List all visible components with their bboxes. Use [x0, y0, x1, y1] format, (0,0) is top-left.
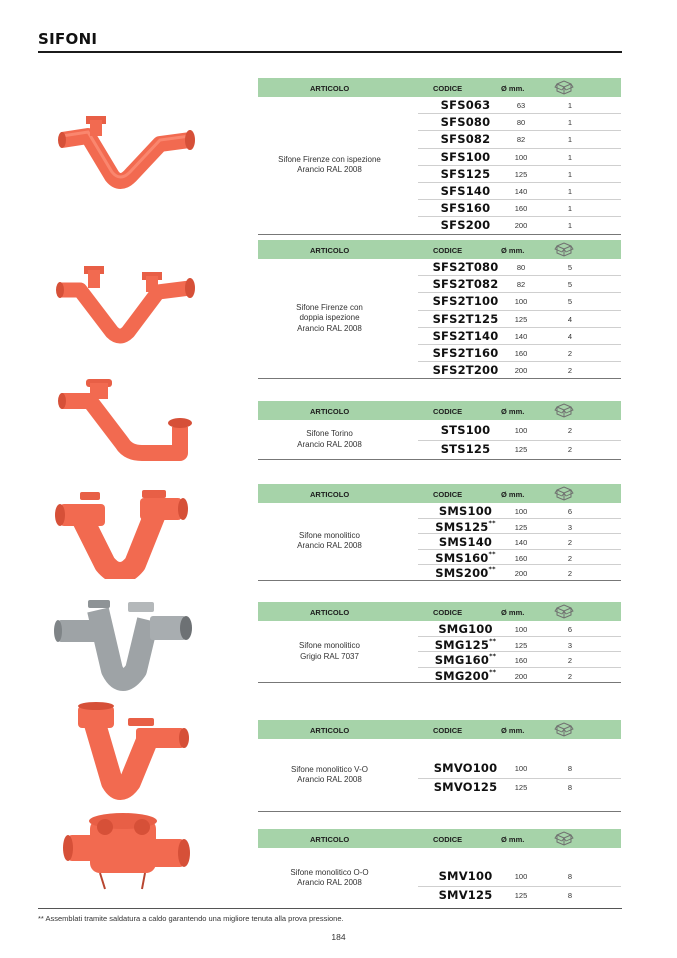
product-table-1 [258, 78, 621, 235]
table-body [258, 259, 621, 379]
table-row [418, 887, 621, 905]
table-row [418, 621, 621, 637]
description-line: Sifone Firenze con [296, 302, 363, 312]
table-row [418, 441, 621, 459]
header-codice: CODICE [433, 407, 463, 416]
header-articolo: ARTICOLO [310, 84, 350, 93]
page-number: 184 [331, 932, 346, 942]
product-code: SMVO125 [433, 780, 498, 794]
table-row [418, 779, 621, 797]
product-code: SFS100 [440, 149, 491, 164]
product-description [258, 420, 401, 459]
table-header [258, 78, 621, 97]
diameter-value: 80 [516, 263, 526, 272]
table-row [418, 345, 621, 362]
diameter-value: 160 [514, 348, 528, 358]
diameter-value: 200 [514, 366, 528, 376]
table-row [418, 259, 621, 276]
product-table-4 [258, 484, 621, 581]
diameter-value: 125 [514, 783, 528, 792]
quantity-value: 1 [567, 169, 573, 179]
product-description [258, 259, 401, 378]
quantity-value: 2 [567, 656, 573, 665]
header-diametro: Ø mm. [501, 407, 525, 416]
product-code: STS125 [440, 442, 491, 456]
description-line: Sifone monolitico [299, 530, 360, 540]
quantity-value: 8 [567, 764, 573, 773]
quantity-value: 1 [567, 135, 573, 145]
description-line: Sifone monolitico O-O [290, 867, 369, 877]
quantity-value: 2 [567, 569, 573, 578]
header-articolo: ARTICOLO [310, 490, 350, 499]
header-articolo: ARTICOLO [310, 407, 350, 416]
product-code: SFS2T140 [432, 328, 499, 343]
quantity-value: 2 [567, 445, 573, 454]
diameter-value: 125 [514, 169, 528, 179]
table-body [258, 420, 621, 460]
table-row [418, 760, 621, 779]
product-code: SMV125 [438, 888, 493, 902]
header-articolo: ARTICOLO [310, 246, 350, 255]
table-row [418, 503, 621, 519]
quantity-value: 1 [567, 101, 573, 110]
quantity-value: 1 [567, 221, 573, 231]
diameter-value: 100 [514, 764, 528, 773]
description-line: Arancio RAL 2008 [297, 878, 362, 887]
table-header [258, 829, 621, 848]
box-icon [554, 603, 574, 621]
table-row [418, 311, 621, 328]
table-row [418, 293, 621, 310]
diameter-value: 160 [514, 656, 528, 665]
footer-divider [38, 908, 622, 909]
product-description [258, 621, 401, 682]
product-code: SMG200** [434, 667, 497, 683]
diameter-value: 80 [516, 118, 526, 128]
quantity-value: 8 [567, 872, 573, 881]
product-code: SMS140 [438, 535, 493, 549]
table-header [258, 240, 621, 259]
quantity-value: 2 [567, 426, 573, 435]
table-row [418, 565, 621, 580]
diameter-value: 100 [514, 152, 528, 162]
header-articolo: ARTICOLO [310, 726, 350, 735]
quantity-value: 1 [567, 118, 573, 128]
product-table-5 [258, 602, 621, 683]
description-line: Sifone monolitico [299, 641, 360, 650]
header-diametro: Ø mm. [501, 84, 525, 93]
box-icon [554, 830, 574, 848]
box-icon [554, 721, 574, 739]
header-articolo: ARTICOLO [310, 608, 350, 617]
product-description [258, 503, 401, 580]
box-icon [554, 241, 574, 259]
orange-siphon-image [50, 106, 200, 196]
diameter-value: 200 [514, 221, 528, 231]
table-row [418, 362, 621, 378]
product-code: SFS063 [440, 98, 491, 112]
product-code: SFS2T100 [432, 294, 499, 309]
product-table-7 [258, 829, 621, 909]
table-body [258, 503, 621, 581]
diameter-value: 100 [514, 297, 528, 307]
description-line: Sifone Torino [306, 429, 353, 438]
grey-siphon-monolithic-image [50, 598, 200, 693]
quantity-value: 4 [567, 314, 573, 324]
product-code: SFS125 [440, 166, 491, 181]
table-header [258, 401, 621, 420]
table-row [418, 276, 621, 293]
diameter-value: 100 [514, 426, 528, 435]
quantity-value: 6 [567, 625, 573, 634]
table-row [418, 652, 621, 668]
table-row [418, 534, 621, 550]
orange-siphon-torino-image [50, 373, 200, 468]
box-icon [554, 485, 574, 503]
diameter-value: 200 [514, 671, 528, 681]
header-codice: CODICE [433, 246, 463, 255]
quantity-value: 8 [567, 891, 573, 900]
table-row [418, 637, 621, 653]
product-code: SFS082 [440, 132, 491, 147]
quantity-value: 2 [567, 553, 573, 563]
diameter-value: 140 [514, 331, 528, 341]
description-line: Grigio RAL 7037 [300, 651, 359, 661]
header-diametro: Ø mm. [501, 490, 525, 499]
footnote: ** Assemblati tramite saldatura a caldo garantendo una migliore tenuta alla prova pressione. [38, 914, 344, 923]
diameter-value: 100 [514, 872, 528, 881]
title-divider [38, 51, 622, 53]
diameter-value: 82 [516, 280, 526, 290]
table-row [418, 97, 621, 114]
header-diametro: Ø mm. [501, 835, 525, 844]
table-row [418, 868, 621, 887]
table-row [418, 114, 621, 131]
table-row [418, 131, 621, 148]
quantity-value: 4 [567, 331, 573, 341]
quantity-value: 5 [567, 297, 573, 307]
table-row [418, 519, 621, 535]
description-line: doppia ispezione [299, 313, 360, 323]
table-body [258, 97, 621, 235]
product-code: SFS2T125 [432, 311, 499, 326]
diameter-value: 125 [514, 445, 528, 454]
header-codice: CODICE [433, 608, 463, 617]
table-row [418, 422, 621, 441]
table-header [258, 602, 621, 621]
table-body [258, 739, 621, 812]
diameter-value: 160 [514, 204, 528, 214]
product-table-3 [258, 401, 621, 460]
product-code: SFS2T080 [432, 260, 499, 274]
diameter-value: 140 [514, 538, 528, 547]
orange-siphon-vo-image [50, 700, 200, 800]
description-line: Arancio RAL 2008 [297, 323, 362, 333]
description-line: Arancio RAL 2008 [297, 165, 362, 175]
description-line: Arancio RAL 2008 [297, 439, 362, 449]
quantity-value: 6 [567, 507, 573, 516]
header-diametro: Ø mm. [501, 246, 525, 255]
diameter-value: 100 [514, 507, 528, 516]
quantity-value: 2 [567, 538, 573, 547]
table-row [418, 183, 621, 200]
product-code: STS100 [440, 423, 491, 437]
quantity-value: 2 [567, 671, 573, 681]
quantity-value: 5 [567, 263, 573, 272]
product-table-6 [258, 720, 621, 812]
table-header [258, 484, 621, 503]
quantity-value: 2 [567, 348, 573, 358]
product-description [258, 739, 401, 811]
description-line: Sifone Firenze con ispezione [278, 154, 381, 164]
product-code: SMS200** [435, 565, 496, 580]
quantity-value: 1 [567, 186, 573, 196]
description-line: Arancio RAL 2008 [297, 775, 362, 784]
orange-siphon-oo-image [50, 809, 200, 904]
product-code: SMV100 [438, 869, 493, 883]
product-code: SMG160** [434, 652, 497, 667]
table-row [418, 550, 621, 566]
diameter-value: 140 [514, 186, 528, 196]
diameter-value: 82 [516, 135, 526, 145]
header-codice: CODICE [433, 835, 463, 844]
quantity-value: 1 [567, 152, 573, 162]
header-diametro: Ø mm. [501, 608, 525, 617]
product-code: SFS200 [440, 218, 491, 233]
quantity-value: 3 [567, 640, 573, 650]
table-row [418, 200, 621, 217]
product-description [258, 97, 401, 234]
quantity-value: 1 [567, 204, 573, 214]
product-code: SFS2T160 [432, 345, 499, 360]
product-code: SFS080 [440, 115, 491, 130]
product-code: SMS125** [435, 518, 496, 534]
table-row [418, 149, 621, 166]
diameter-value: 125 [514, 891, 528, 900]
table-row [418, 668, 621, 683]
product-table-2 [258, 240, 621, 379]
diameter-value: 125 [514, 522, 528, 532]
header-diametro: Ø mm. [501, 726, 525, 735]
table-body [258, 848, 621, 909]
quantity-value: 8 [567, 783, 573, 792]
diameter-value: 200 [514, 569, 528, 578]
table-body [258, 621, 621, 683]
box-icon [554, 79, 574, 97]
box-icon [554, 402, 574, 420]
product-code: SMS100 [438, 504, 493, 518]
orange-siphon-double-image [50, 260, 200, 350]
header-codice: CODICE [433, 726, 463, 735]
diameter-value: 100 [514, 625, 528, 634]
diameter-value: 63 [516, 101, 526, 110]
header-articolo: ARTICOLO [310, 835, 350, 844]
product-code: SFS2T200 [432, 363, 499, 378]
diameter-value: 160 [514, 553, 528, 563]
quantity-value: 3 [567, 522, 573, 532]
product-description [258, 848, 401, 908]
orange-siphon-monolithic-image [50, 484, 200, 579]
diameter-value: 125 [514, 640, 528, 650]
table-row [418, 328, 621, 345]
quantity-value: 2 [567, 366, 573, 376]
product-code: SMVO100 [433, 761, 498, 775]
product-code: SFS140 [440, 183, 491, 198]
description-line: Sifone monolitico V-O [291, 764, 368, 774]
header-codice: CODICE [433, 490, 463, 499]
table-row [418, 166, 621, 183]
table-header [258, 720, 621, 739]
product-code: SMG125** [434, 636, 497, 652]
product-code: SFS160 [440, 201, 491, 216]
description-line: Arancio RAL 2008 [297, 541, 362, 551]
diameter-value: 125 [514, 314, 528, 324]
table-row [418, 217, 621, 233]
product-code: SMG100 [438, 622, 493, 636]
quantity-value: 5 [567, 280, 573, 290]
header-codice: CODICE [433, 84, 463, 93]
product-code: SMS160** [435, 549, 496, 565]
product-code: SFS2T082 [432, 277, 499, 292]
page-title: SIFONI [38, 30, 98, 48]
